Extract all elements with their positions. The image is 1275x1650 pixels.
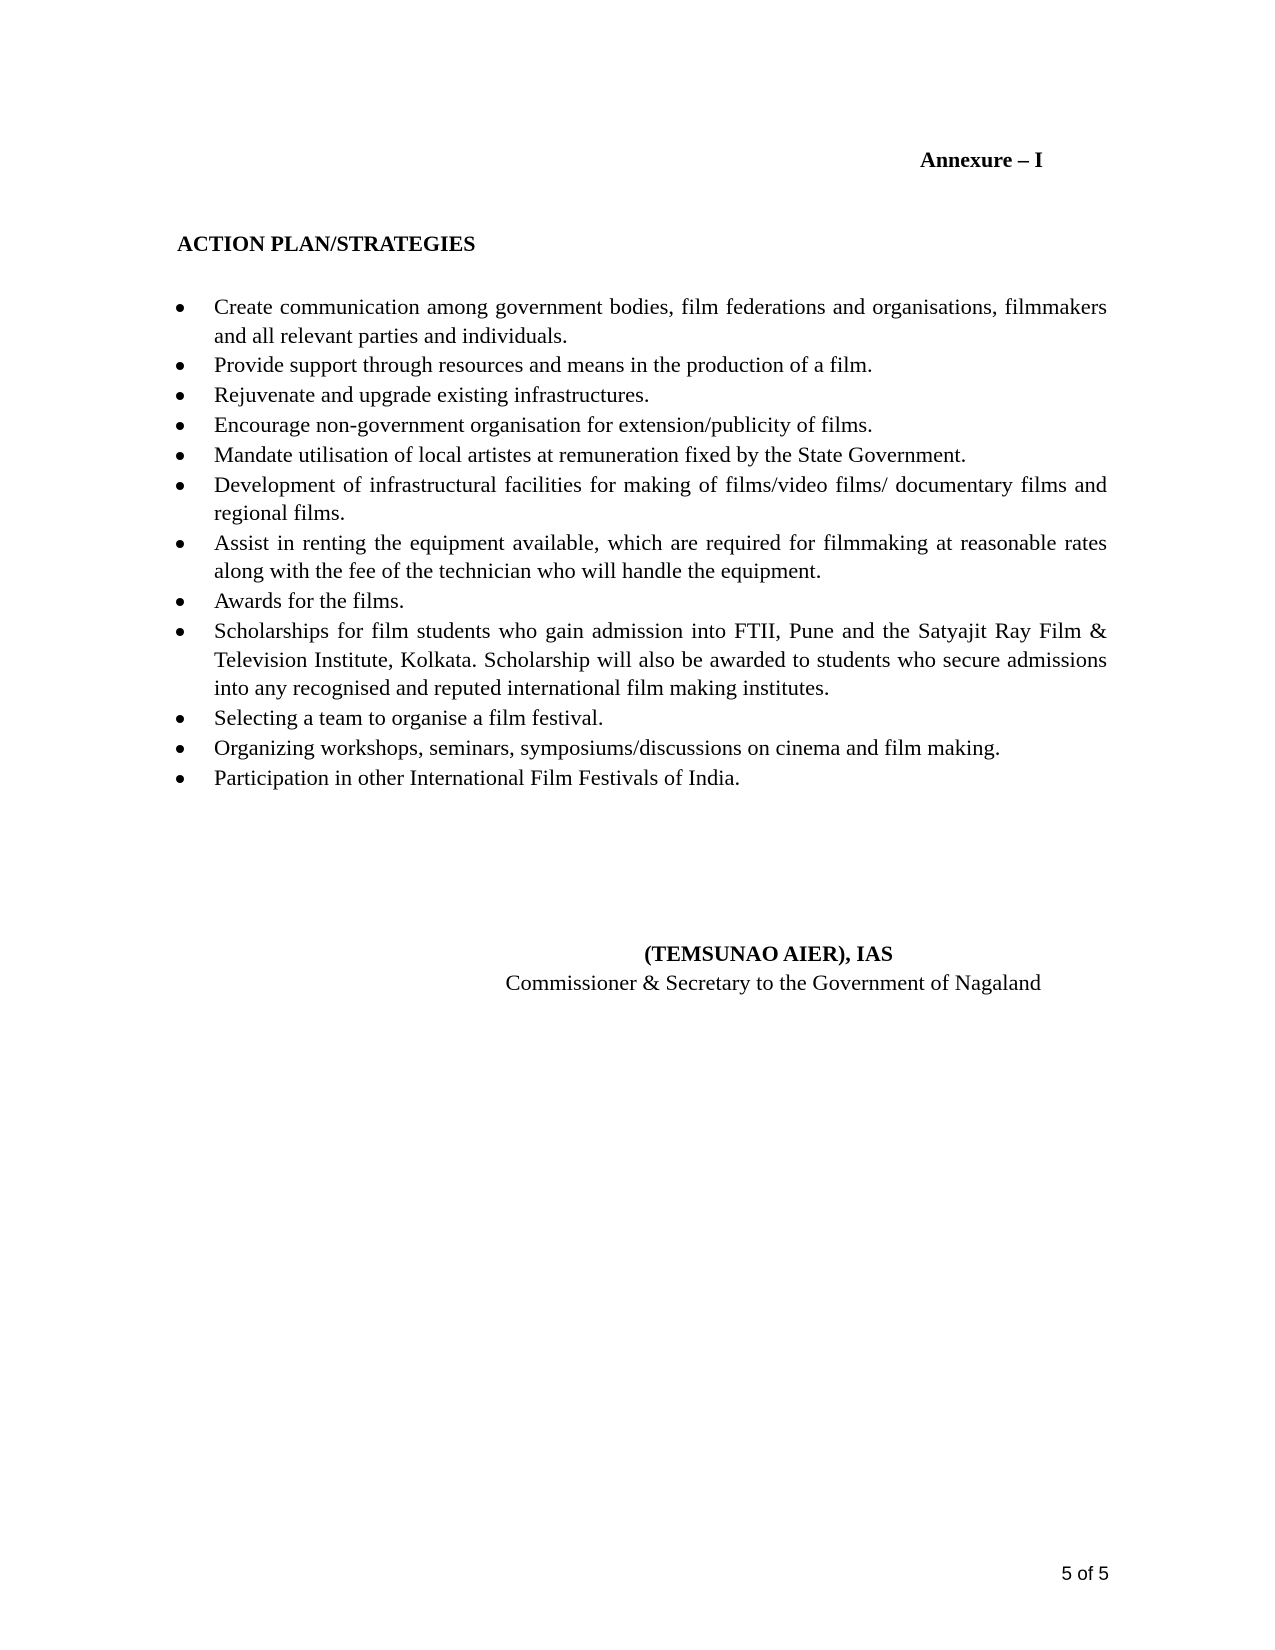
list-item-text: Selecting a team to organise a film festival. (214, 705, 604, 730)
bullet-icon (176, 540, 184, 548)
list-item-text: Rejuvenate and upgrade existing infrastructures. (214, 382, 650, 408)
list-item (214, 471, 1107, 528)
list-item (214, 411, 1107, 440)
bullet-icon (176, 422, 184, 430)
list-item-text: Create communication among government bodies, film federations and organisations, filmmakers and all relevant parties and individuals. (214, 294, 1107, 348)
bullet-icon (176, 598, 184, 606)
list-item-text: Participation in other International Film Festivals of India. (214, 764, 741, 790)
list-item-text: Mandate utilisation of local artistes at remuneration fixed by the State Government. (214, 441, 967, 467)
list-item (214, 293, 1107, 350)
signature-block (421, 940, 1041, 997)
list-item-text: Scholarships for film students who gain admission into FTII, Pune and the Satyajit Ray Film & Television Institute, Kolkata. Scholarship will also be awarded to students who secure admissions into any recognised and reputed international film making institutes. (214, 618, 1107, 701)
list-item (214, 441, 1107, 470)
list-item-text: Provide support through resources and means in the production of a film. (214, 352, 873, 378)
bullet-icon (176, 628, 184, 636)
bullet-icon (176, 392, 184, 400)
signatory-name: (TEMSUNAO AIER), IAS (644, 941, 893, 966)
list-item (214, 529, 1107, 586)
list-item (214, 587, 1107, 616)
list-item (214, 381, 1107, 410)
list-item-text: Assist in renting the equipment available, which are required for filmmaking at reasonable rates along with the fee of the technician who will handle the equipment. (214, 529, 1107, 584)
list-item-text: Development of infrastructural facilities for making of films/video films/ documentary films and regional films. (214, 471, 1107, 526)
page-number: 5 of 5 (1061, 1564, 1109, 1585)
bullet-icon (176, 482, 184, 490)
action-plan-list (214, 293, 1107, 793)
annexure-label: Annexure – I (919, 147, 1043, 172)
bullet-icon (176, 775, 184, 783)
list-item (214, 617, 1107, 703)
bullet-icon (176, 452, 184, 460)
list-item (214, 351, 1107, 380)
list-item-text: Organizing workshops, seminars, symposiums/discussions on cinema and film making. (214, 734, 1001, 760)
list-item (214, 764, 1107, 793)
list-item-text: Awards for the films. (214, 588, 405, 614)
list-item (214, 734, 1107, 763)
bullet-icon (176, 304, 184, 312)
list-item-text: Encourage non-government organisation for extension/publicity of films. (214, 411, 873, 437)
list-item (214, 704, 1107, 733)
bullet-icon (176, 362, 184, 370)
bullet-icon (176, 745, 184, 753)
section-title: ACTION PLAN/STRATEGIES (177, 231, 476, 256)
bullet-icon (176, 715, 184, 723)
signatory-designation: Commissioner & Secretary to the Government of Nagaland (505, 970, 1041, 995)
